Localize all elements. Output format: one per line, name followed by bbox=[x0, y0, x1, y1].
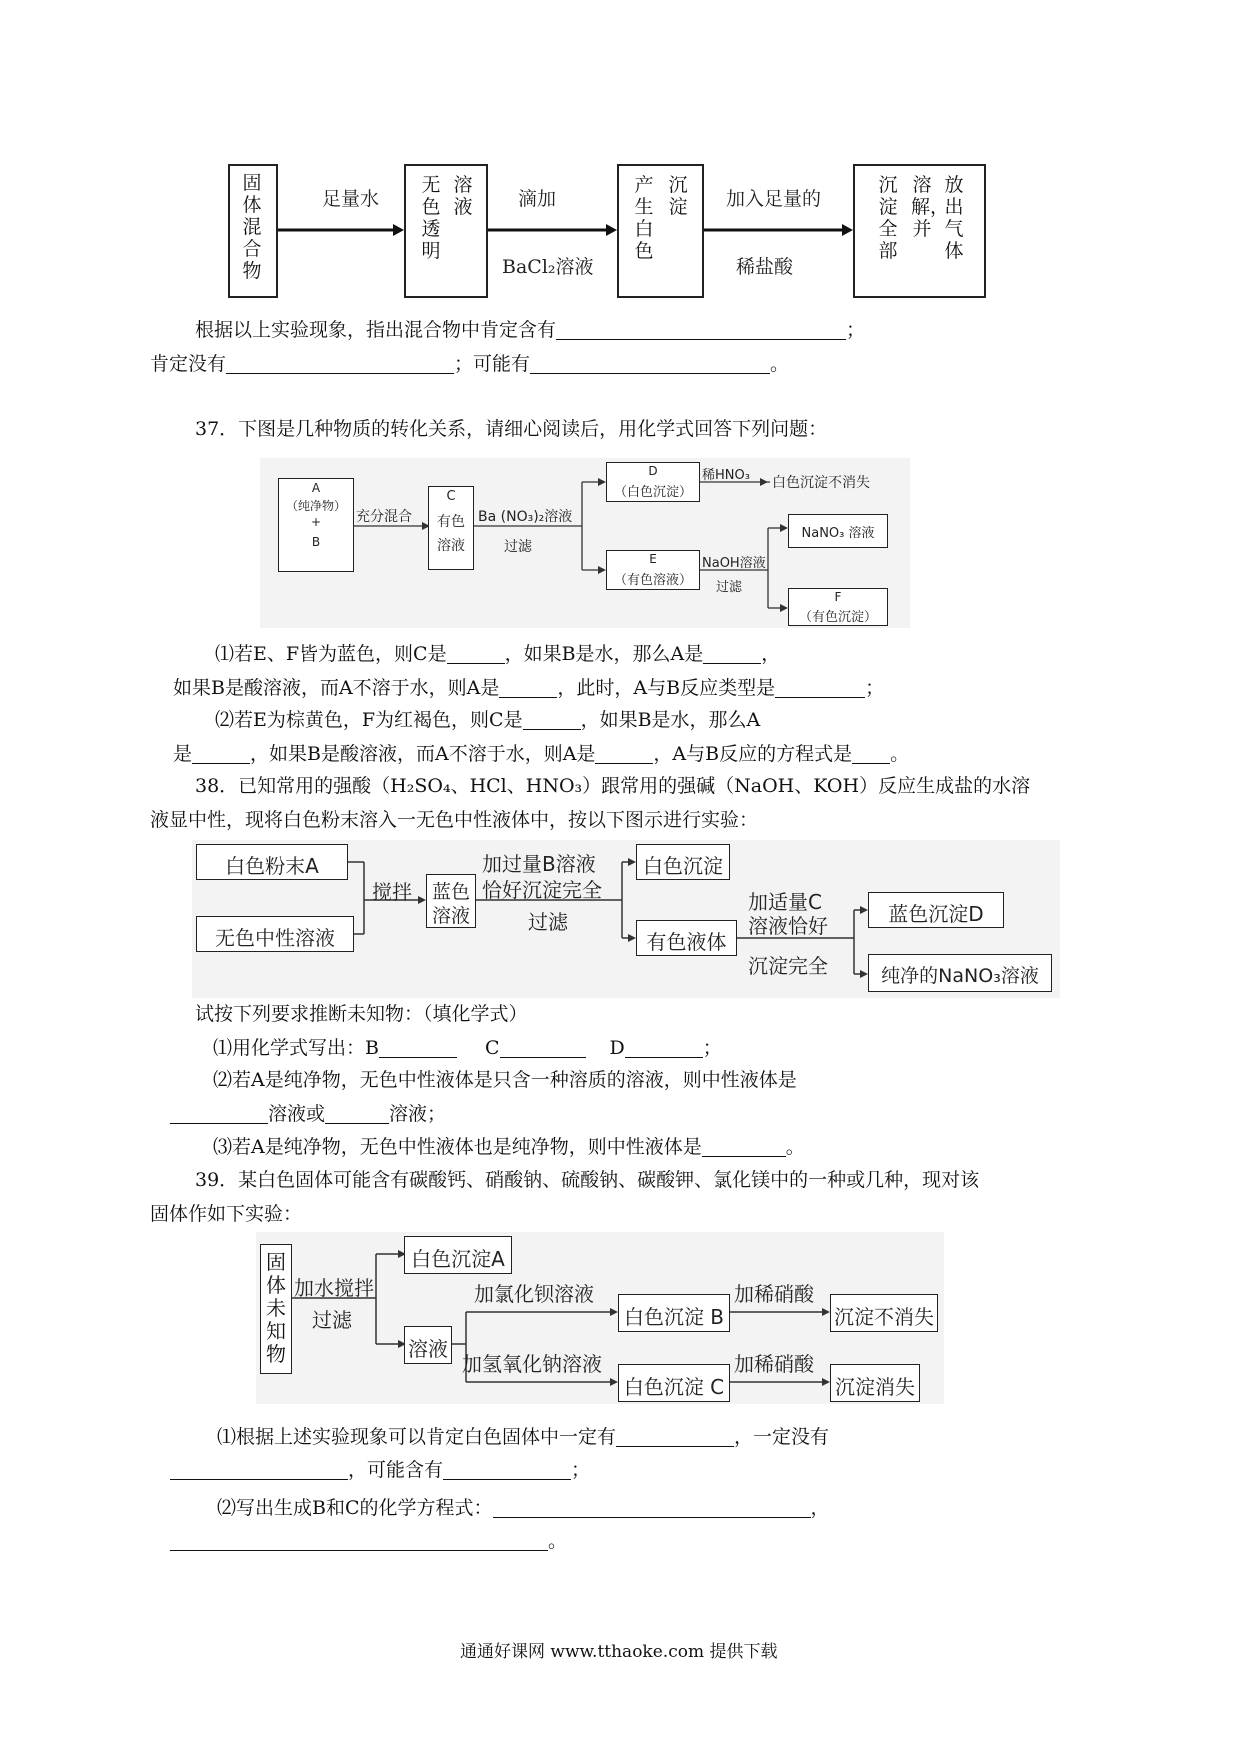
q38-box-colored-liquid bbox=[636, 920, 737, 956]
q37-diagram bbox=[260, 458, 910, 628]
q38-label-b-2: 恰好沉淀完全 bbox=[482, 878, 602, 902]
q37-label-hno3: 稀HNO₃ bbox=[702, 468, 750, 483]
q38-p2-l2-a: 溶液或 bbox=[268, 1103, 326, 1125]
q37-blank-a3[interactable] bbox=[192, 743, 250, 764]
q37-box-nano3-text: NaNO₃ 溶液 bbox=[801, 526, 875, 541]
q39-box-result-b-text: 沉淀不消失 bbox=[834, 1305, 934, 1329]
q38-box-neutral bbox=[196, 916, 354, 952]
q39-blank-must-not[interactable] bbox=[170, 1459, 348, 1480]
footer-source: 通通好课网 www.tthaoke.com 提供下载 bbox=[460, 1642, 778, 1662]
q37-p1-l2-b: ，此时，A与B反应类型是 bbox=[557, 677, 776, 699]
q36-label-water: 足量水 bbox=[322, 188, 380, 210]
q38-part3 bbox=[213, 1133, 805, 1161]
q39-box-b bbox=[618, 1294, 730, 1332]
q39-box-result-b bbox=[830, 1294, 938, 1332]
q37-d-result: 白色沉淀不消失 bbox=[772, 475, 870, 491]
q38-box-pure-nano3-text: 纯净的NaNO₃溶液 bbox=[881, 965, 1039, 987]
q37-p2-l2-end: 。 bbox=[890, 743, 910, 765]
q37-p2-l1-a: ⑵若E为棕黄色，F为红褐色，则C是 bbox=[215, 709, 523, 731]
q37-box-c-l2: 溶液 bbox=[437, 538, 465, 554]
q37-blank-c2[interactable] bbox=[523, 709, 581, 730]
q38-part1 bbox=[213, 1034, 722, 1062]
q39-stem-line2: 固体作如下实验： bbox=[150, 1203, 303, 1225]
q38-blank-neutral-3[interactable] bbox=[702, 1136, 786, 1157]
q37-blank-a4[interactable] bbox=[595, 743, 653, 764]
q36-box-precipitate bbox=[617, 164, 704, 298]
q37-box-a: A bbox=[311, 481, 321, 495]
q37-blank-a2[interactable] bbox=[499, 677, 557, 698]
q37-box-pure: （纯净物） bbox=[285, 499, 346, 513]
q38-stem-line2: 液显中性，现将白色粉末溶入一无色中性液体中，按以下图示进行实验： bbox=[150, 809, 759, 831]
q38-label-c-2: 溶液恰好 bbox=[748, 914, 828, 938]
q39-part1-line1 bbox=[217, 1423, 829, 1451]
q36-box-result-col2: 溶解，并 bbox=[911, 174, 950, 240]
q37-label-filter-1: 过滤 bbox=[504, 539, 532, 555]
q39-stem-line1: 39．某白色固体可能含有碳酸钙、硝酸钠、硫酸钠、碳酸钾、氯化镁中的一种或几种，现对该 bbox=[195, 1169, 980, 1191]
q37-part1-line2 bbox=[173, 674, 884, 702]
q37-box-a-b bbox=[278, 478, 354, 572]
q38-blank-neutral-2[interactable] bbox=[325, 1103, 389, 1124]
q38-box-powder-text: 白色粉末A bbox=[225, 854, 319, 878]
q38-p3-end: 。 bbox=[785, 1136, 805, 1158]
q36-label-add: 加入足量的 bbox=[726, 188, 822, 210]
q39-p1-b: ，一定没有 bbox=[734, 1426, 830, 1448]
q39-label-naoh: 加氢氧化钠溶液 bbox=[462, 1352, 602, 1376]
q37-box-f-letter: F bbox=[834, 590, 842, 604]
q36-box-result-col3: 放出气体 bbox=[944, 174, 964, 262]
q36-box-mixture-text: 固体混合物 bbox=[242, 172, 262, 282]
q38-p2-l2-b: 溶液； bbox=[389, 1103, 447, 1125]
q38-box-white-text: 白色沉淀 bbox=[643, 854, 723, 878]
q37-box-e-desc: （有色溶液） bbox=[613, 573, 692, 588]
q38-box-neutral-text: 无色中性溶液 bbox=[215, 926, 335, 950]
q37-box-c-l1: 有色 bbox=[437, 514, 465, 530]
q39-box-solution-text: 溶液 bbox=[408, 1337, 448, 1361]
q37-stem: 37．下图是几种物质的转化关系，请细心阅读后，用化学式回答下列问题： bbox=[195, 418, 828, 440]
q38-ask: 试按下列要求推断未知物：（填化学式） bbox=[195, 1003, 528, 1025]
q36-label-bacl2: BaCl₂溶液 bbox=[502, 256, 594, 278]
q39-blank-equation-b[interactable] bbox=[493, 1497, 811, 1518]
q38-blank-neutral-1[interactable] bbox=[170, 1103, 268, 1124]
q37-label-filter-2: 过滤 bbox=[716, 580, 743, 595]
q39-box-result-c-text: 沉淀消失 bbox=[835, 1375, 915, 1399]
q39-blank-must-have[interactable] bbox=[616, 1426, 734, 1447]
q39-label-water-2: 过滤 bbox=[312, 1308, 352, 1332]
q38-box-d-text: 蓝色沉淀D bbox=[888, 902, 984, 926]
q38-p3-a: ⑶若A是纯净物，无色中性液体也是纯净物，则中性液体是 bbox=[213, 1136, 702, 1158]
q37-part2-line2 bbox=[173, 740, 909, 768]
q39-box-a-text: 白色沉淀A bbox=[411, 1247, 505, 1271]
q38-label-b-3: 过滤 bbox=[528, 910, 568, 934]
q38-p1-d: D bbox=[609, 1037, 625, 1059]
q36-box-precipitate-col1: 产生白色 bbox=[634, 174, 654, 262]
q38-label-b-1: 加过量B溶液 bbox=[482, 852, 596, 876]
q36-line2-end: 。 bbox=[770, 353, 790, 375]
q39-part1-line2 bbox=[170, 1456, 590, 1484]
q38-p1-c: C bbox=[484, 1037, 500, 1059]
q37-p2-l2-c: ，A与B反应的方程式是 bbox=[653, 743, 853, 765]
q37-p2-l2-a: 是 bbox=[173, 743, 193, 765]
q39-box-c bbox=[618, 1364, 730, 1402]
q37-blank-a1[interactable] bbox=[703, 643, 761, 664]
q36-blank-contains[interactable] bbox=[556, 319, 846, 340]
q36-label-drip: 滴加 bbox=[518, 188, 557, 210]
q39-box-result-c bbox=[830, 1364, 920, 1402]
q37-p1-l2-a: 如果B是酸溶液，而A不溶于水，则A是 bbox=[173, 677, 500, 699]
q38-p1-a: ⑴用化学式写出：B bbox=[213, 1037, 379, 1059]
q38-stem-line1: 38．已知常用的强酸（H₂SO₄、HCl、HNO₃）跟常用的强碱（NaOH、KOH）反应生成盐的水溶 bbox=[195, 775, 1031, 797]
q37-box-nano3 bbox=[788, 514, 888, 548]
q39-p1-c: ，可能含有 bbox=[348, 1459, 444, 1481]
q37-p1-l1-b: ，如果B是水，那么A是 bbox=[504, 643, 704, 665]
q39-box-c-text: 白色沉淀 C bbox=[623, 1375, 725, 1399]
q38-box-white bbox=[636, 844, 730, 880]
q38-box-colored-liquid-text: 有色液体 bbox=[646, 930, 727, 954]
q36-line2-b: ；可能有 bbox=[454, 353, 531, 375]
q39-p2-b: ， bbox=[810, 1497, 830, 1519]
q37-blank-reaction-type[interactable] bbox=[775, 677, 865, 698]
q37-box-f-desc: （有色沉淀） bbox=[798, 610, 877, 625]
q36-line1 bbox=[195, 316, 865, 344]
q36-box-solution-col2: 溶液 bbox=[453, 174, 473, 218]
q36-blank-maybe[interactable] bbox=[530, 353, 770, 374]
q38-box-d bbox=[868, 892, 1004, 928]
q39-box-solid-text: 固体未知物 bbox=[266, 1250, 286, 1366]
q37-label-mix: 充分混合 bbox=[356, 509, 412, 525]
q36-box-result-col1: 沉淀全部 bbox=[878, 174, 898, 262]
q39-blank-equation-c[interactable] bbox=[170, 1530, 548, 1551]
q37-label-ba-nitrate: Ba (NO₃)₂溶液 bbox=[478, 509, 573, 525]
q39-p2-end: 。 bbox=[548, 1530, 568, 1552]
q37-blank-equation[interactable] bbox=[852, 743, 890, 764]
q39-part2-line1 bbox=[217, 1494, 830, 1522]
q36-blank-not-contain[interactable] bbox=[226, 353, 454, 374]
q39-blank-maybe[interactable] bbox=[443, 1459, 571, 1480]
q37-box-f bbox=[788, 588, 888, 626]
q37-label-naoh: NaOH溶液 bbox=[702, 556, 766, 571]
q39-label-hno3-2: 加稀硝酸 bbox=[734, 1352, 814, 1376]
q36-line2-a: 肯定没有 bbox=[150, 353, 227, 375]
q36-box-solution bbox=[404, 164, 488, 298]
q36-line2 bbox=[150, 350, 789, 378]
q38-box-blue-l1: 蓝色 bbox=[431, 881, 470, 903]
q37-p1-l2-end: ； bbox=[865, 677, 885, 699]
q39-label-hno3-1: 加稀硝酸 bbox=[734, 1282, 814, 1306]
q39-p2-a: ⑵写出生成B和C的化学方程式： bbox=[217, 1497, 493, 1519]
q37-blank-c1[interactable] bbox=[447, 643, 505, 664]
q39-box-a bbox=[404, 1236, 512, 1274]
q38-blank-d[interactable] bbox=[625, 1037, 703, 1058]
q39-diagram bbox=[256, 1232, 944, 1404]
q39-box-solid bbox=[260, 1244, 292, 1374]
q39-part2-line2 bbox=[170, 1527, 567, 1555]
q39-box-solution bbox=[404, 1326, 452, 1364]
q38-part2-line1: ⑵若A是纯净物，无色中性液体是只含一种溶质的溶液，则中性液体是 bbox=[213, 1069, 797, 1091]
q36-box-precipitate-col2: 沉淀 bbox=[668, 174, 688, 218]
q36-box-result bbox=[853, 164, 986, 298]
q38-label-c-1: 加适量C bbox=[748, 890, 822, 914]
q37-box-c-letter: C bbox=[446, 489, 456, 504]
q37-p1-l1-a: ⑴若E、F皆为蓝色，则C是 bbox=[215, 643, 447, 665]
q38-box-powder bbox=[196, 844, 348, 880]
q37-box-b: B bbox=[311, 535, 321, 549]
q39-label-bacl2: 加氯化钡溶液 bbox=[474, 1282, 594, 1306]
q37-p1-l1-end: ， bbox=[761, 643, 781, 665]
q36-label-hcl: 稀盐酸 bbox=[736, 256, 794, 278]
q38-diagram bbox=[192, 840, 1060, 998]
q38-p1-end: ； bbox=[702, 1037, 722, 1059]
q37-p2-l1-b: ，如果B是水，那么A bbox=[580, 709, 761, 731]
q37-box-d bbox=[606, 462, 700, 502]
q37-box-e-letter: E bbox=[649, 552, 657, 566]
q36-box-solution-col1: 无色透明 bbox=[421, 174, 441, 262]
q38-box-pure-nano3 bbox=[868, 954, 1052, 992]
q39-box-b-text: 白色沉淀 B bbox=[623, 1305, 725, 1329]
q38-label-stir: 搅拌 bbox=[372, 880, 412, 904]
q37-box-d-letter: D bbox=[648, 464, 658, 478]
q38-box-blue bbox=[426, 874, 476, 928]
q39-p1-a: ⑴根据上述实验现象可以肯定白色固体中一定有 bbox=[217, 1426, 617, 1448]
q36-box-mixture bbox=[228, 164, 278, 298]
q37-box-plus: + bbox=[310, 515, 322, 529]
q37-part1-line1 bbox=[215, 640, 780, 668]
q36-line1-text: 根据以上实验现象，指出混合物中肯定含有 bbox=[195, 319, 557, 341]
q38-label-c-3: 沉淀完全 bbox=[748, 954, 828, 978]
q38-blank-c[interactable] bbox=[500, 1037, 586, 1058]
q36-line1-end: ； bbox=[846, 319, 866, 341]
q38-part2-line2 bbox=[170, 1100, 446, 1128]
q38-box-blue-l2: 溶液 bbox=[431, 905, 470, 927]
q37-box-d-desc: （白色沉淀） bbox=[613, 485, 692, 500]
q37-box-e bbox=[606, 550, 700, 590]
q37-part2-line1 bbox=[215, 706, 760, 734]
q39-p1-end: ； bbox=[571, 1459, 591, 1481]
q38-blank-b[interactable] bbox=[379, 1037, 457, 1058]
q37-p2-l2-b: ，如果B是酸溶液，而A不溶于水，则A是 bbox=[250, 743, 596, 765]
q37-box-c bbox=[428, 486, 474, 570]
q39-label-water-1: 加水搅拌 bbox=[294, 1276, 374, 1300]
